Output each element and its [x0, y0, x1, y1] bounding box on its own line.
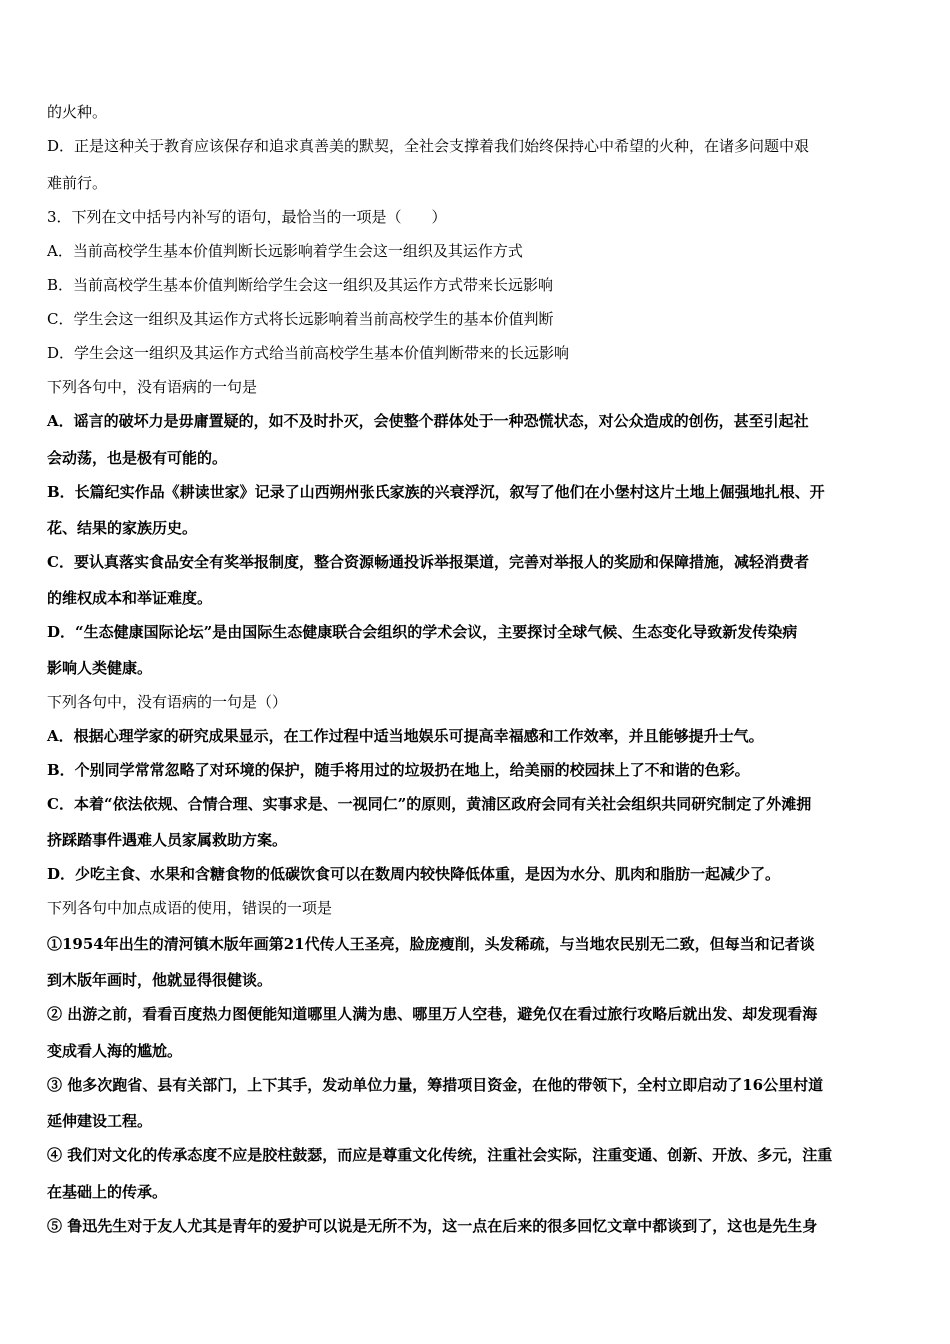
passage-line: 的火种。 [47, 103, 108, 121]
question-6-line: ③ 他多次跑省、县有关部门，上下其手，发动单位力量，筹措项目资金，在他的带领下，全村立即启动了16公里村道 [47, 1076, 824, 1094]
question-4-line: C．要认真落实食品安全有奖举报制度，整合资源畅通投诉举报渠道，完善对举报人的奖励和保障措施，减轻消费者 [47, 553, 809, 571]
question-6-line: 延伸建设工程。 [47, 1112, 153, 1130]
question-4-line: B．长篇纪实作品《耕读世家》记录了山西朔州张氏家族的兴衰浮沉，叙写了他们在小堡村这片土地上倔强地扎根、开 [47, 483, 825, 501]
question-6-line: ①1954年出生的清河镇木版年画第21代传人王圣亮，脸庞瘦削，头发稀疏，与当地农民别无二致，但每当和记者谈 [47, 935, 815, 953]
question-3-option-c: C．学生会这一组织及其运作方式将长远影响着当前高校学生的基本价值判断 [47, 310, 554, 328]
question-5-line: A．根据心理学家的研究成果显示，在工作过程中适当地娱乐可提高幸福感和工作效率，并且能够提升士气。 [47, 727, 764, 745]
question-5-line: C．本着“依法依规、合情合理、实事求是、一视同仁”的原则，黄浦区政府会同有关社会组织共同研究制定了外滩拥 [47, 795, 812, 813]
question-3-option-d: D．学生会这一组织及其运作方式给当前高校学生基本价值判断带来的长远影响 [47, 344, 570, 362]
question-6-line: 变成看人海的尴尬。 [47, 1042, 183, 1060]
question-4-line: 的维权成本和举证难度。 [47, 589, 213, 607]
question-6-line: 到木版年画时，他就显得很健谈。 [47, 971, 273, 989]
question-6-line: ② 出游之前，看看百度热力图便能知道哪里人满为患、哪里万人空巷，避免仅在看过旅行攻略后就出发、却发现看海 [47, 1005, 818, 1023]
question-4-line: 影响人类健康。 [47, 659, 153, 677]
question-6-stem: 下列各句中加点成语的使用，错误的一项是 [47, 899, 333, 917]
question-6-line: 在基础上的传承。 [47, 1183, 168, 1201]
question-3-option-a: A．当前高校学生基本价值判断长远影响着学生会这一组织及其运作方式 [47, 242, 523, 260]
question-5-stem: 下列各句中，没有语病的一句是（） [47, 693, 288, 711]
question-4-stem: 下列各句中，没有语病的一句是 [47, 378, 258, 396]
question-4-line: 花、结果的家族历史。 [47, 519, 198, 537]
passage-line: 难前行。 [47, 174, 108, 192]
question-5-line: 挤踩踏事件遇难人员家属救助方案。 [47, 831, 288, 849]
question-4-line: 会动荡，也是极有可能的。 [47, 449, 228, 467]
question-5-line: D．少吃主食、水果和含糖食物的低碳饮食可以在数周内较快降低体重，是因为水分、肌肉和脂肪一起减少了。 [47, 865, 781, 883]
question-6-line: ④ 我们对文化的传承态度不应是胶柱鼓瑟，而应是尊重文化传统，注重社会实际，注重变通、创新、开放、多元，注重 [47, 1146, 833, 1164]
passage-line: D．正是这种关于教育应该保存和追求真善美的默契，全社会支撑着我们始终保持心中希望的火种，在诸多问题中艰 [47, 137, 810, 155]
question-3-option-b: B．当前高校学生基本价值判断给学生会这一组织及其运作方式带来长远影响 [47, 276, 554, 294]
question-3-stem: 3．下列在文中括号内补写的语句，最恰当的一项是（ ） [47, 208, 447, 226]
question-6-line: ⑤ 鲁迅先生对于友人尤其是青年的爱护可以说是无所不为，这一点在后来的很多回忆文章中都谈到了，这也是先生身 [47, 1217, 818, 1235]
question-5-line: B．个别同学常常忽略了对环境的保护，随手将用过的垃圾扔在地上，给美丽的校园抹上了不和谐的色彩。 [47, 761, 750, 779]
question-4-line: A．谣言的破坏力是毋庸置疑的，如不及时扑灭，会使整个群体处于一种恐慌状态，对公众造成的创伤，甚至引起社 [47, 412, 809, 430]
question-4-line: D．“生态健康国际论坛”是由国际生态健康联合会组织的学术会议，主要探讨全球气候、生态变化导致新发传染病 [47, 623, 798, 641]
